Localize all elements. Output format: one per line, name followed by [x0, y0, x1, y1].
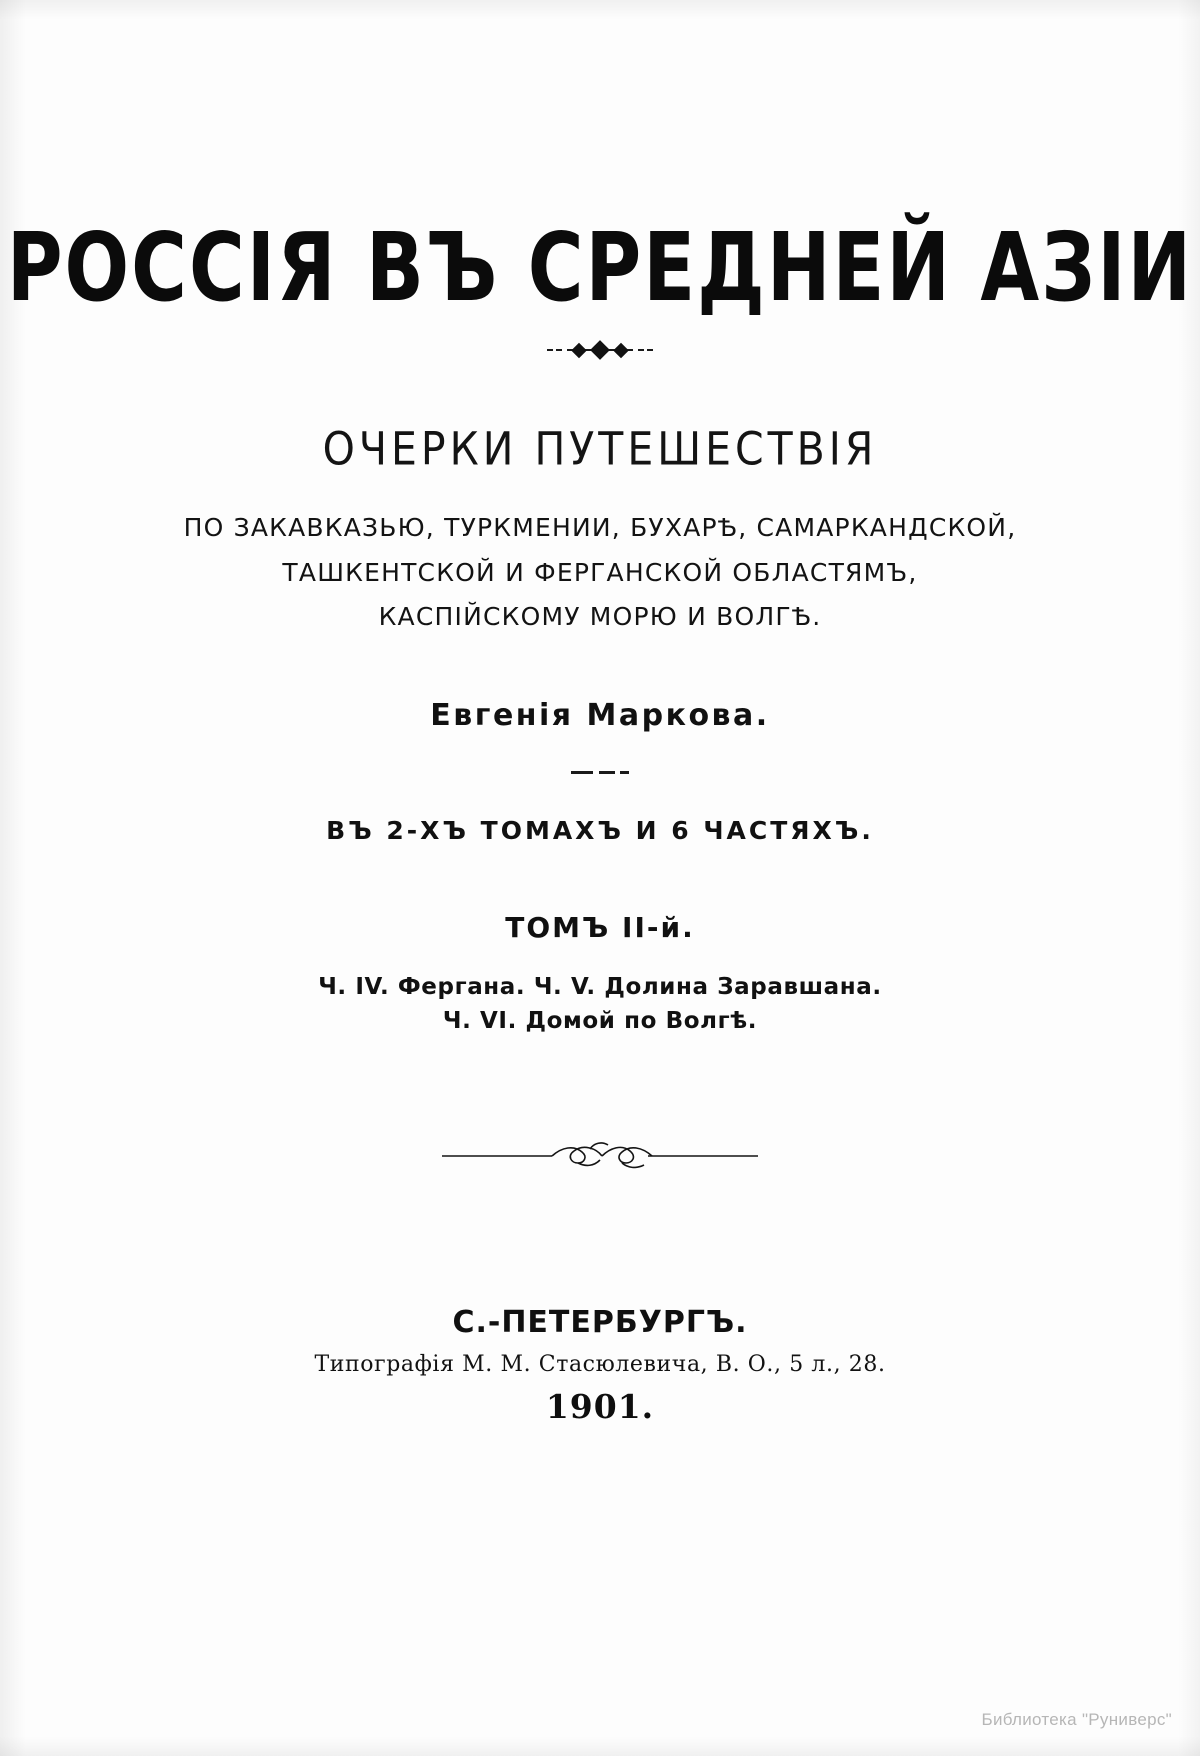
parts-line-1: Ч. IV. Фергана. Ч. V. Долина Заравшана.: [318, 973, 882, 1000]
imprint-city: С.-ПЕТЕРБУРГЪ.: [452, 1304, 748, 1340]
scope-line-1: ПО ЗАКАВКАЗЬЮ, ТУРКМЕНИИ, БУХАРѢ, САМАРКАНДСКОЙ,: [183, 513, 1017, 542]
author-name: Евгенія Маркова.: [430, 697, 770, 733]
volume-number: ТОМЪ II-й.: [505, 910, 695, 944]
page-subtitle: ОЧЕРКИ ПУТЕШЕСТВІЯ: [322, 422, 878, 476]
scope-line-3: КАСПІЙСКОМУ МОРЮ И ВОЛГѢ.: [378, 602, 822, 631]
imprint-year: 1901.: [545, 1386, 655, 1426]
imprint-press: Типографія М. М. Стасюлевича, В. О., 5 л., 28.: [314, 1351, 886, 1377]
parts-line-2: Ч. VI. Домой по Волгѣ.: [442, 1008, 758, 1034]
scope-line-2: ТАШКЕНТСКОЙ И ФЕРГАНСКОЙ ОБЛАСТЯМЪ,: [282, 557, 918, 587]
scope-description: [180, 470, 1020, 640]
library-watermark: Библиотека "Руниверс": [981, 1710, 1172, 1729]
volumes-note: ВЪ 2-ХЪ ТОМАХЪ И 6 ЧАСТЯХЪ.: [326, 815, 874, 845]
parts-list: [0, 944, 1200, 1039]
page-title: РОССІЯ ВЪ СРЕДНЕЙ АЗІИ: [6, 212, 1194, 323]
flourish-ornament-icon: [0, 1137, 1200, 1177]
